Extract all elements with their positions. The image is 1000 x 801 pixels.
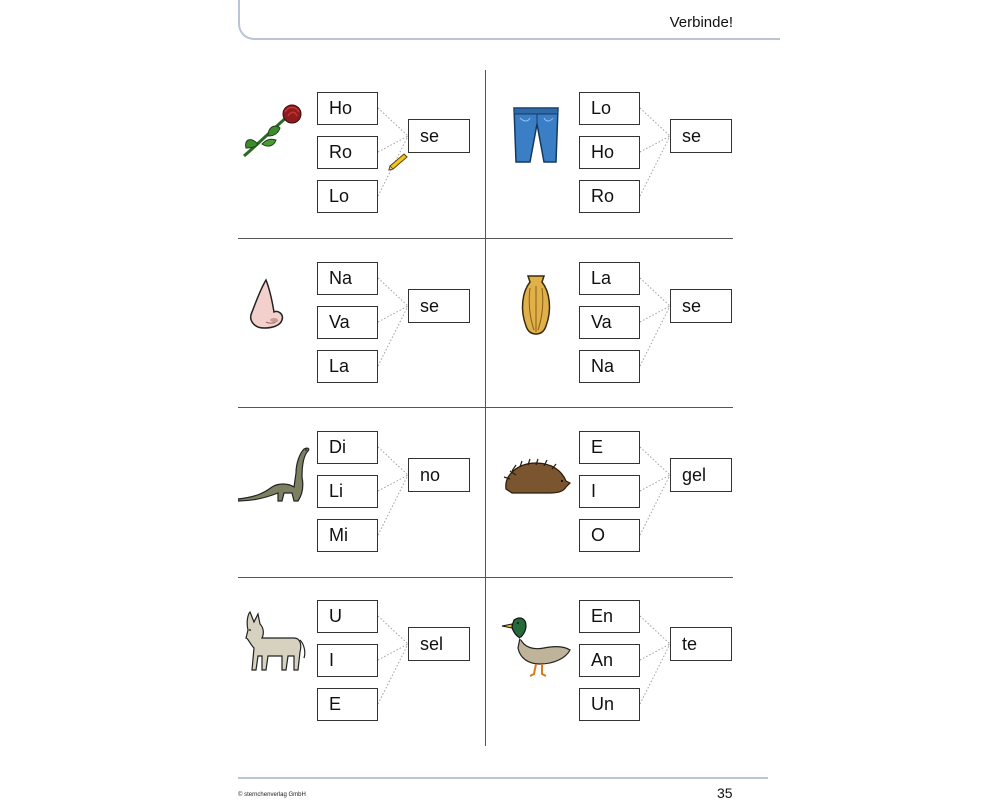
connector-line [640, 644, 670, 704]
syllable-box[interactable]: I [317, 644, 378, 677]
ending-box[interactable]: se [670, 289, 732, 323]
connector-line [378, 447, 408, 475]
connector-line [640, 475, 670, 491]
connector-line [378, 306, 408, 322]
connector-line [640, 616, 670, 644]
copyright-text: © sternchenverlag GmbH [238, 792, 306, 798]
connector-line [378, 475, 408, 535]
syllable-box[interactable]: Mi [317, 519, 378, 552]
page-number: 35 [717, 785, 733, 801]
syllable-box[interactable]: An [579, 644, 640, 677]
syllable-box[interactable]: O [579, 519, 640, 552]
exercise-panel [500, 583, 745, 733]
connector-line [378, 278, 408, 306]
connector-line [640, 136, 670, 196]
syllable-box[interactable]: En [579, 600, 640, 633]
exercise-panel [238, 75, 483, 225]
footer-divider [238, 777, 768, 779]
exercise-panel [500, 245, 745, 395]
ending-box[interactable]: gel [670, 458, 732, 492]
connector-line [640, 475, 670, 535]
syllable-box[interactable]: E [579, 431, 640, 464]
connector-line [640, 136, 670, 152]
exercise-panel [500, 414, 745, 564]
syllable-box[interactable]: Na [317, 262, 378, 295]
row-divider [238, 407, 733, 408]
exercise-panel [238, 414, 483, 564]
connector-line [378, 136, 408, 152]
connector-line [640, 644, 670, 660]
syllable-box[interactable]: Ho [317, 92, 378, 125]
syllable-box[interactable]: Va [579, 306, 640, 339]
syllable-box[interactable]: Li [317, 475, 378, 508]
connector-line [640, 108, 670, 136]
connector-line [378, 475, 408, 491]
syllable-box[interactable]: Lo [317, 180, 378, 213]
connector-line [378, 306, 408, 366]
syllable-box[interactable]: Lo [579, 92, 640, 125]
syllable-box[interactable]: Ro [317, 136, 378, 169]
syllable-box[interactable]: La [579, 262, 640, 295]
syllable-box[interactable]: Un [579, 688, 640, 721]
connector-line [378, 108, 408, 136]
syllable-box[interactable]: I [579, 475, 640, 508]
connector-line [378, 644, 408, 704]
ending-box[interactable]: se [408, 289, 470, 323]
syllable-box[interactable]: Na [579, 350, 640, 383]
pencil-icon [386, 152, 408, 177]
ending-box[interactable]: sel [408, 627, 470, 661]
connector-line [640, 278, 670, 306]
ending-box[interactable]: te [670, 627, 732, 661]
row-divider [238, 577, 733, 578]
connector-line [640, 306, 670, 366]
syllable-box[interactable]: U [317, 600, 378, 633]
syllable-box[interactable]: Ro [579, 180, 640, 213]
syllable-box[interactable]: La [317, 350, 378, 383]
page-title: Verbinde! [669, 14, 733, 31]
ending-box[interactable]: se [408, 119, 470, 153]
connector-line [378, 616, 408, 644]
exercise-panel [238, 245, 483, 395]
column-divider [485, 70, 486, 746]
syllable-box[interactable]: Ho [579, 136, 640, 169]
syllable-box[interactable]: Di [317, 431, 378, 464]
syllable-box[interactable]: Va [317, 306, 378, 339]
syllable-box[interactable]: E [317, 688, 378, 721]
connector-line [640, 447, 670, 475]
ending-box[interactable]: no [408, 458, 470, 492]
exercise-panel [500, 75, 745, 225]
connector-line [378, 644, 408, 660]
exercise-panel [238, 583, 483, 733]
ending-box[interactable]: se [670, 119, 732, 153]
row-divider [238, 238, 733, 239]
connector-line [640, 306, 670, 322]
